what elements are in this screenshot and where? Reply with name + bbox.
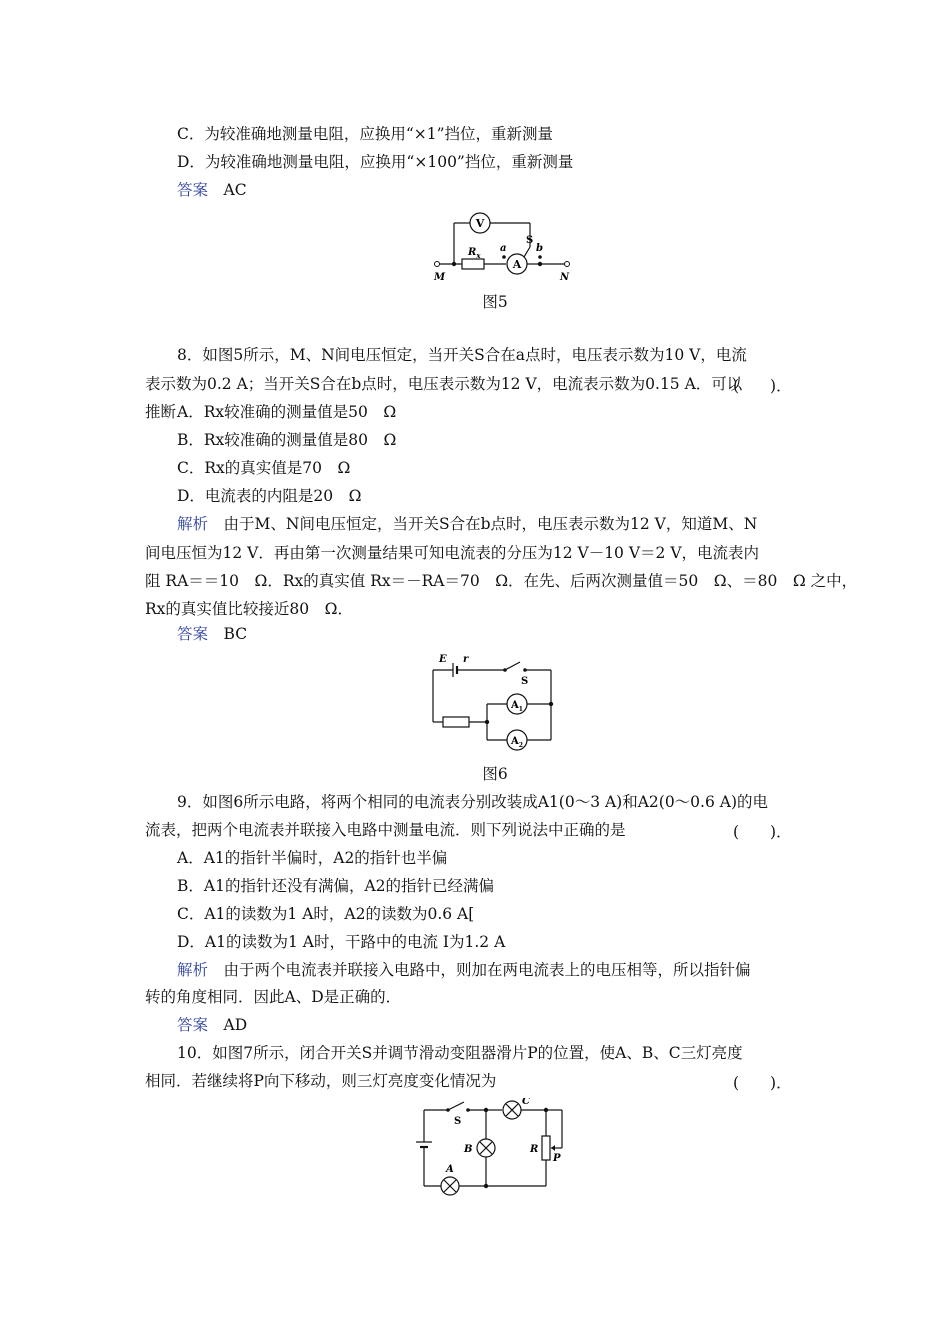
q8-analysis-line4: Rx的真实值比较接近80 Ω．	[145, 600, 353, 618]
switch-label: S	[526, 235, 534, 246]
q7-option-c: C．为较准确地测量电阻，应换用“×1”挡位，重新测量	[177, 125, 554, 143]
ammeter-a2-label: $A_2$	[511, 736, 523, 749]
q7-answer	[177, 180, 247, 200]
answer-value: AD	[223, 1016, 248, 1034]
figure-6-circuit	[425, 652, 565, 752]
answer-label: 答案	[177, 1016, 209, 1034]
figure-5-caption: 图5	[482, 293, 508, 311]
q9-option-c: C．A1的读数为1 A时，A2的读数为0.6 A[	[177, 905, 475, 923]
analysis-label: 解析	[177, 961, 209, 979]
voltmeter-label: V	[475, 217, 485, 230]
q8-option-d: D．电流表的内阻是20 Ω	[177, 487, 362, 505]
ammeter-label: A	[512, 258, 522, 271]
q8-stem-line2: 表示数为0.2 A；当开关S合在b点时，电压表示数为12 V，电流表示数为0.15 A．可以	[145, 375, 743, 393]
figure-7-circuit	[412, 1098, 587, 1198]
q9-stem-line1: 9．如图6所示电路，将两个相同的电流表分别改装成A1(0～3 A)和A2(0～0.6 A)的电	[177, 793, 769, 811]
q10-stem-line1: 10．如图7所示，闭合开关S并调节滑动变阻器滑片P的位置，使A、B、C三灯亮度	[177, 1044, 743, 1062]
q8-stem-line1: 8．如图5所示，M、N间电压恒定，当开关S合在a点时，电压表示数为10 V，电流	[177, 346, 747, 364]
q9-analysis-line1	[177, 960, 751, 980]
figure-5-circuit	[432, 205, 572, 285]
q10-answer-blank: ( )．	[733, 1074, 792, 1092]
answer-label: 答案	[177, 625, 209, 643]
internal-resistance-label: r	[463, 654, 469, 665]
slider-label: P	[553, 1153, 561, 1164]
q8-answer-blank: ( )．	[733, 377, 792, 395]
figure-6-caption: 图6	[482, 765, 508, 783]
answer-value: AC	[223, 181, 247, 199]
resistor-label: $R_x$	[468, 247, 481, 260]
lamp-c-label: C	[522, 1098, 530, 1107]
switch-label: S	[454, 1116, 462, 1127]
q8-option-b: B．Rx较准确的测量值是80 Ω	[177, 431, 397, 449]
point-a-label: a	[500, 243, 507, 254]
q9-answer	[177, 1015, 247, 1035]
answer-value: BC	[223, 625, 248, 643]
ammeter-a1-label: $A_1$	[511, 700, 523, 713]
point-b-label: b	[536, 243, 543, 254]
q9-option-a: A．A1的指针半偏时，A2的指针也半偏	[177, 849, 448, 867]
q10-stem-line2: 相同．若继续将P向下移动，则三灯亮度变化情况为	[145, 1072, 497, 1090]
analysis-text: 由于两个电流表并联接入电路中，则加在两电流表上的电压相等，所以指针偏	[223, 961, 751, 979]
lamp-a-label: A	[446, 1164, 454, 1175]
rheostat-label: R	[530, 1144, 539, 1155]
q9-answer-blank: ( )．	[733, 823, 792, 841]
terminal-n-label: N	[560, 272, 570, 283]
q9-analysis-line2: 转的角度相同．因此A、D是正确的．	[145, 988, 402, 1006]
analysis-text: 由于M、N间电压恒定，当开关S合在b点时，电压表示数为12 V，知道M、N	[223, 515, 758, 533]
q8-answer	[177, 624, 247, 644]
emf-label: E	[439, 654, 447, 665]
q8-option-a: A．Rx较准确的测量值是50 Ω	[177, 403, 397, 421]
answer-label: 答案	[177, 181, 209, 199]
q8-stem-line3: 推断	[145, 403, 177, 421]
q9-stem-line2: 流表，把两个电流表并联接入电路中测量电流．则下列说法中正确的是	[145, 821, 626, 839]
q7-option-d: D．为较准确地测量电阻，应换用“×100”挡位，重新测量	[177, 153, 574, 171]
q9-option-b: B．A1的指针还没有满偏，A2的指针已经满偏	[177, 877, 495, 895]
q8-analysis-line2: 间电压恒为12 V．再由第一次测量结果可知电流表的分压为12 V－10 V＝2 V，电流表内	[145, 544, 760, 562]
switch-label: S	[521, 676, 529, 687]
analysis-label: 解析	[177, 515, 209, 533]
q9-option-d: D．A1的读数为1 A时，干路中的电流 I为1.2 A	[177, 933, 506, 951]
q8-analysis-line3: 阻 RA＝＝10 Ω．Rx的真实值 Rx＝－RA＝70 Ω．在先、后两次测量值＝50 Ω、＝80 Ω 之中，	[145, 572, 858, 590]
terminal-m-label: M	[434, 272, 446, 283]
lamp-b-label: B	[464, 1144, 473, 1155]
q8-analysis-line1	[177, 514, 757, 534]
q8-option-c: C．Rx的真实值是70 Ω	[177, 459, 351, 477]
